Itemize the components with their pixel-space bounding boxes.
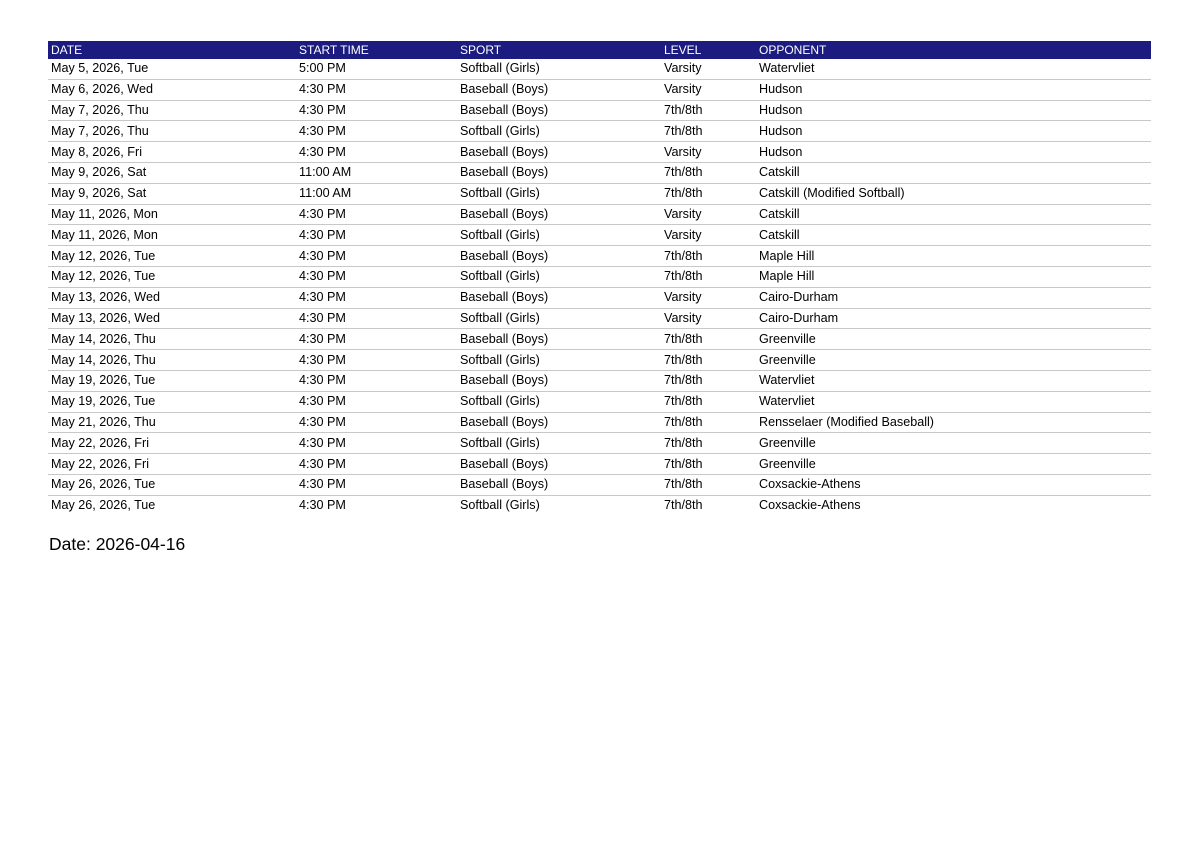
cell-sport: Baseball (Boys) [457,246,661,267]
cell-opponent: Hudson [756,121,1151,142]
cell-sport: Softball (Girls) [457,391,661,412]
cell-opponent: Greenville [756,433,1151,454]
cell-date: May 8, 2026, Fri [48,142,296,163]
cell-level: 7th/8th [661,246,756,267]
cell-date: May 14, 2026, Thu [48,350,296,371]
cell-date: May 13, 2026, Wed [48,287,296,308]
cell-start-time: 4:30 PM [296,246,457,267]
table-row [48,495,1151,515]
cell-opponent: Hudson [756,100,1151,121]
cell-start-time: 4:30 PM [296,474,457,495]
table-row [48,350,1151,371]
cell-opponent: Cairo-Durham [756,287,1151,308]
cell-sport: Softball (Girls) [457,308,661,329]
cell-opponent: Maple Hill [756,246,1151,267]
cell-start-time: 4:30 PM [296,308,457,329]
cell-level: Varsity [661,308,756,329]
cell-opponent: Hudson [756,79,1151,100]
cell-sport: Baseball (Boys) [457,162,661,183]
cell-date: May 13, 2026, Wed [48,308,296,329]
cell-sport: Baseball (Boys) [457,412,661,433]
column-header-level: LEVEL [661,41,756,59]
cell-opponent: Greenville [756,454,1151,475]
table-row [48,433,1151,454]
cell-start-time: 4:30 PM [296,266,457,287]
cell-level: 7th/8th [661,329,756,350]
cell-sport: Softball (Girls) [457,350,661,371]
cell-level: Varsity [661,59,756,79]
cell-date: May 22, 2026, Fri [48,454,296,475]
cell-level: Varsity [661,287,756,308]
cell-opponent: Catskill (Modified Softball) [756,183,1151,204]
cell-sport: Baseball (Boys) [457,79,661,100]
cell-sport: Baseball (Boys) [457,370,661,391]
table-row [48,59,1151,79]
cell-date: May 7, 2026, Thu [48,121,296,142]
table-header [48,41,1151,59]
cell-sport: Softball (Girls) [457,433,661,454]
cell-start-time: 4:30 PM [296,433,457,454]
cell-sport: Baseball (Boys) [457,204,661,225]
cell-date: May 12, 2026, Tue [48,246,296,267]
cell-level: 7th/8th [661,100,756,121]
cell-level: Varsity [661,204,756,225]
cell-opponent: Watervliet [756,59,1151,79]
cell-start-time: 4:30 PM [296,412,457,433]
column-header-opponent: OPPONENT [756,41,1151,59]
cell-start-time: 4:30 PM [296,454,457,475]
table-row [48,370,1151,391]
header-row [48,41,1151,59]
schedule-table [48,41,1151,516]
table-body [48,59,1151,516]
cell-sport: Baseball (Boys) [457,287,661,308]
cell-opponent: Greenville [756,350,1151,371]
cell-start-time: 11:00 AM [296,183,457,204]
cell-sport: Softball (Girls) [457,183,661,204]
cell-date: May 14, 2026, Thu [48,329,296,350]
cell-sport: Softball (Girls) [457,225,661,246]
table-row [48,142,1151,163]
cell-date: May 9, 2026, Sat [48,162,296,183]
cell-start-time: 4:30 PM [296,142,457,163]
cell-date: May 6, 2026, Wed [48,79,296,100]
cell-date: May 9, 2026, Sat [48,183,296,204]
cell-opponent: Greenville [756,329,1151,350]
cell-start-time: 4:30 PM [299,498,346,513]
cell-level: 7th/8th [661,350,756,371]
cell-level: 7th/8th [661,391,756,412]
cell-start-time: 5:00 PM [296,59,457,79]
document-date: Date: 2026-04-16 [49,534,186,554]
table-row [48,162,1151,183]
cell-date: May 7, 2026, Thu [48,100,296,121]
table-row [48,412,1151,433]
cell-date: May 21, 2026, Thu [48,412,296,433]
cell-sport: Baseball (Boys) [457,329,661,350]
cell-level: 7th/8th [661,266,756,287]
column-header-start-time: START TIME [296,41,457,59]
cell-sport: Baseball (Boys) [457,474,661,495]
table-row [48,246,1151,267]
cell-start-time: 4:30 PM [296,370,457,391]
cell-level: 7th/8th [661,370,756,391]
table-row [48,266,1151,287]
table-row [48,287,1151,308]
table-row [48,225,1151,246]
cell-date: May 12, 2026, Tue [48,266,296,287]
table-row [48,121,1151,142]
cell-date: May 22, 2026, Fri [48,433,296,454]
table-row [48,100,1151,121]
cell-opponent: Hudson [756,142,1151,163]
cell-date: May 11, 2026, Mon [48,225,296,246]
cell-start-time: 4:30 PM [296,329,457,350]
table-row [48,183,1151,204]
cell-start-time: 4:30 PM [296,350,457,371]
cell-sport: Baseball (Boys) [457,100,661,121]
cell-sport: Softball (Girls) [457,121,661,142]
cell-opponent: Coxsackie-Athens [759,498,861,513]
cell-date: May 26, 2026, Tue [51,498,156,513]
cell-date: May 11, 2026, Mon [48,204,296,225]
cell-level: 7th/8th [661,412,756,433]
cell-start-time: 4:30 PM [296,121,457,142]
cell-level: 7th/8th [661,121,756,142]
table-row [48,474,1151,495]
cell-opponent: Coxsackie-Athens [756,474,1151,495]
cell-level: 7th/8th [661,433,756,454]
cell-start-time: 4:30 PM [296,225,457,246]
cell-start-time: 4:30 PM [296,204,457,225]
cell-level: Varsity [661,142,756,163]
cell-start-time: 4:30 PM [296,100,457,121]
cell-date: May 5, 2026, Tue [48,59,296,79]
column-header-sport: SPORT [457,41,661,59]
cell-level: Varsity [661,79,756,100]
cell-date: May 26, 2026, Tue [48,474,296,495]
cell-level: 7th/8th [661,474,756,495]
cell-sport: Baseball (Boys) [457,454,661,475]
cell-level: Varsity [661,225,756,246]
cell-start-time: 4:30 PM [296,391,457,412]
cell-opponent: Watervliet [756,391,1151,412]
cell-opponent: Catskill [756,204,1151,225]
cell-start-time: 4:30 PM [296,287,457,308]
cell-date: May 19, 2026, Tue [48,391,296,412]
table-row [48,454,1151,475]
table-row [48,79,1151,100]
cell-sport: Softball (Girls) [457,266,661,287]
cell-sport: Softball (Girls) [457,59,661,79]
cell-opponent: Catskill [756,225,1151,246]
cell-level: 7th/8th [664,498,703,513]
column-header-date: DATE [48,41,296,59]
cell-start-time: 4:30 PM [296,79,457,100]
cell-level: 7th/8th [661,454,756,475]
cell-opponent: Cairo-Durham [756,308,1151,329]
cell-date: May 19, 2026, Tue [48,370,296,391]
cell-opponent: Rensselaer (Modified Baseball) [756,412,1151,433]
table-row [48,308,1151,329]
cell-opponent: Watervliet [756,370,1151,391]
table-row [48,329,1151,350]
cell-opponent: Catskill [756,162,1151,183]
table-row [48,204,1151,225]
table-row [48,391,1151,412]
cell-sport: Baseball (Boys) [457,142,661,163]
cell-level: 7th/8th [661,183,756,204]
cell-start-time: 11:00 AM [296,162,457,183]
cell-level: 7th/8th [661,162,756,183]
cell-sport: Softball (Girls) [460,498,540,513]
cell-opponent: Maple Hill [756,266,1151,287]
